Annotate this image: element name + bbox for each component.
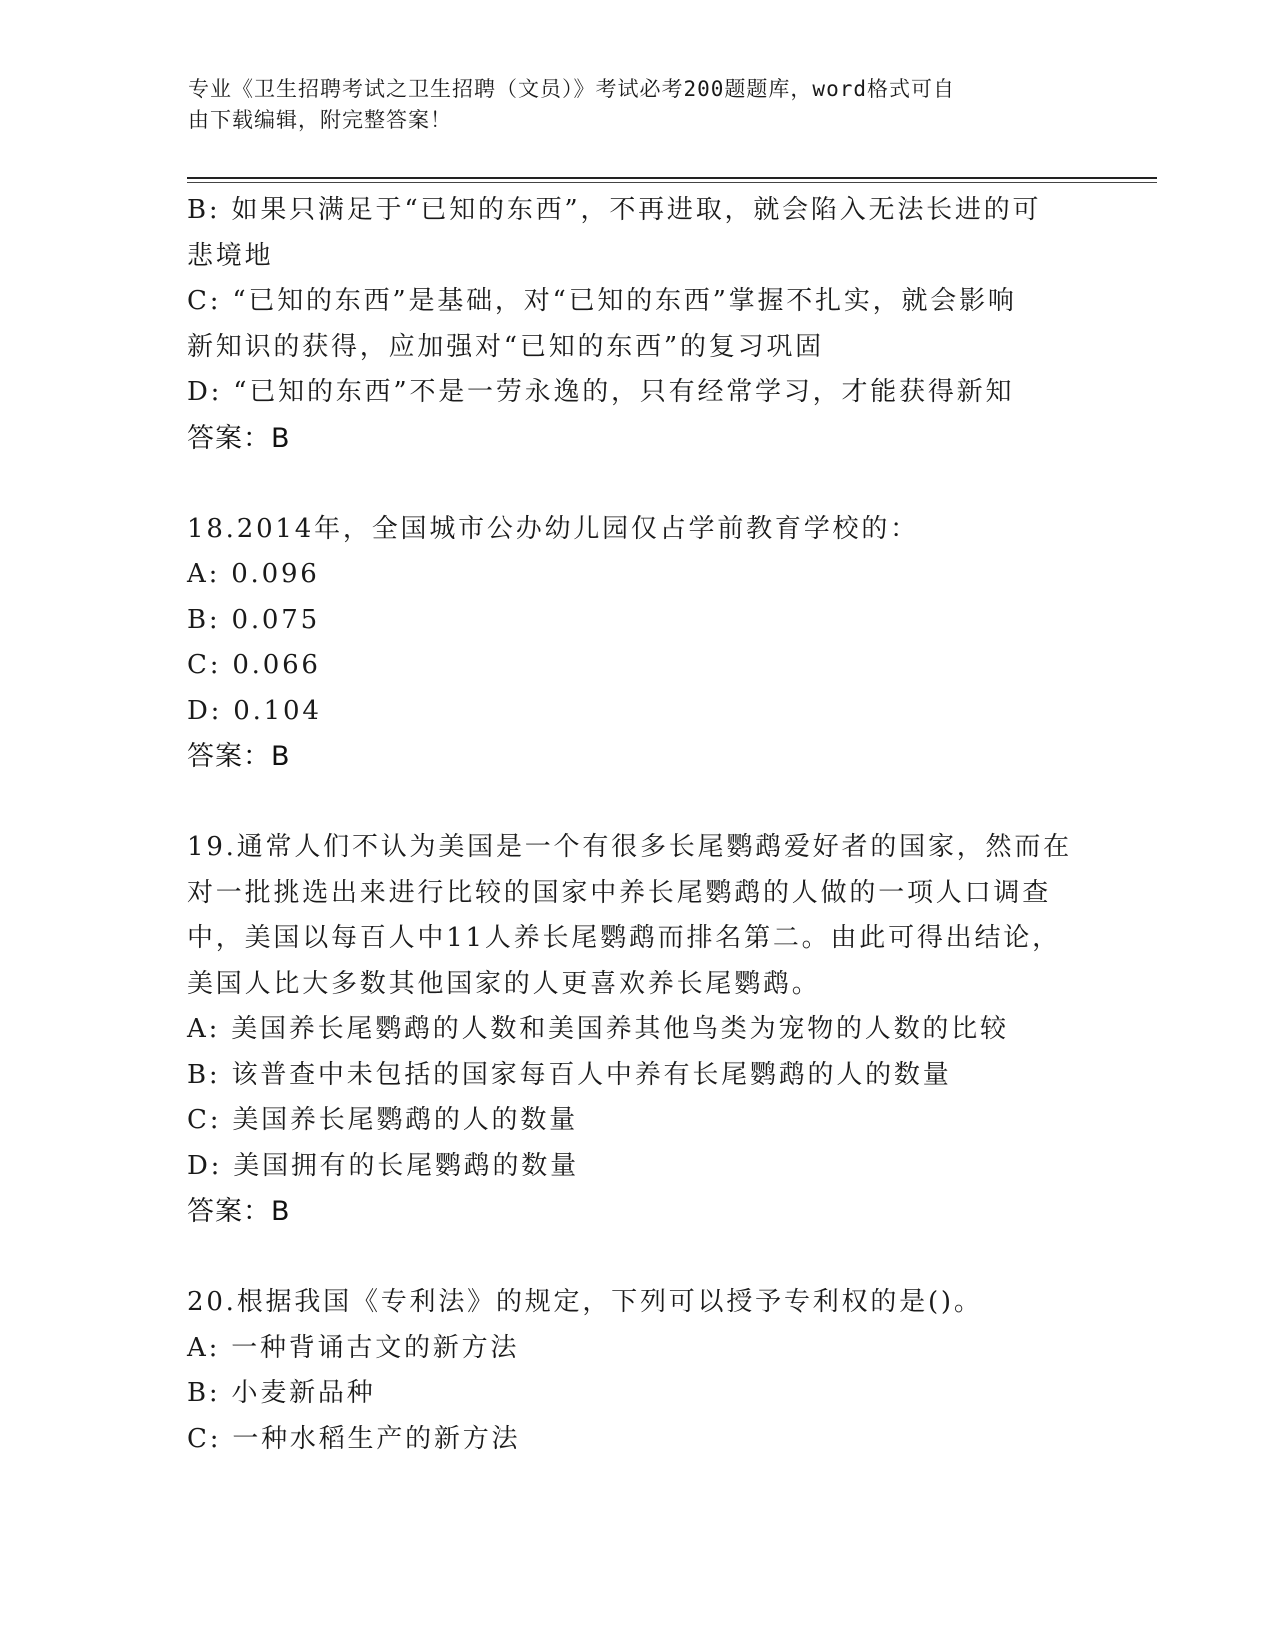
q19-option-b: B: 该普查中未包括的国家每百人中养有长尾鹦鹉的人的数量 [187, 1059, 952, 1090]
question-18 [187, 507, 1087, 780]
q17-option-b-line-1: B: 如果只满足于“已知的东西”，不再进取，就会陷入无法长进的可 [187, 195, 1042, 225]
q19-answer: 答案：B [187, 1196, 291, 1227]
q17-option-b-line-2: 悲境地 [187, 240, 274, 271]
header-rule-thin [187, 182, 1157, 183]
q20-option-c: C: 一种水稻生产的新方法 [187, 1423, 521, 1454]
q20-option-b: B: 小麦新品种 [187, 1378, 376, 1408]
spacer [187, 461, 1087, 507]
header-rule-thick [187, 177, 1157, 179]
q18-option-a: A: 0.096 [187, 559, 320, 589]
header-line-2: 由下载编辑，附完整答案！ [188, 108, 452, 132]
question-17 [187, 188, 1087, 461]
question-20 [187, 1280, 1087, 1462]
document-body [187, 188, 1087, 1462]
q18-option-c: C: 0.066 [187, 650, 321, 680]
question-19 [187, 825, 1087, 1235]
q17-answer: 答案：B [187, 422, 291, 454]
q19-option-c: C: 美国养长尾鹦鹉的人的数量 [187, 1105, 578, 1135]
q18-answer: 答案：B [187, 741, 291, 772]
q18-stem: 18.2014年，全国城市公办幼儿园仅占学前教育学校的： [187, 513, 919, 544]
q19-stem-line-1: 19.通常人们不认为美国是一个有很多长尾鹦鹉爱好者的国家，然而在 [187, 832, 1072, 862]
q20-stem: 20.根据我国《专利法》的规定，下列可以授予专利权的是()。 [187, 1287, 983, 1317]
q17-option-d: D: “已知的东西”不是一劳永逸的，只有经常学习，才能获得新知 [187, 377, 1015, 407]
q18-option-b: B: 0.075 [187, 604, 320, 635]
document-header [188, 74, 1088, 136]
header-line-1: 专业《卫生招聘考试之卫生招聘（文员）》考试必考200题题库，word格式可自 [188, 77, 955, 101]
q17-option-c-line-2: 新知识的获得，应加强对“已知的东西”的复习巩固 [187, 331, 824, 362]
q19-option-d: D: 美国拥有的长尾鹦鹉的数量 [187, 1150, 579, 1181]
q19-option-a: A: 美国养长尾鹦鹉的人数和美国养其他鸟类为宠物的人数的比较 [187, 1014, 1009, 1044]
q19-stem-line-2: 对一批挑选出来进行比较的国家中养长尾鹦鹉的人做的一项人口调查 [187, 877, 1052, 908]
spacer [187, 780, 1087, 826]
q20-option-a: A: 一种背诵古文的新方法 [187, 1332, 520, 1363]
spacer [187, 1235, 1087, 1281]
q17-option-c-line-1: C: “已知的东西”是基础，对“已知的东西”掌握不扎实，就会影响 [187, 286, 1017, 316]
q19-stem-line-4: 美国人比大多数其他国家的人更喜欢养长尾鹦鹉。 [187, 968, 821, 999]
q19-stem-line-3: 中，美国以每百人中11人养长尾鹦鹉而排名第二。由此可得出结论， [187, 923, 1061, 953]
q18-option-d: D: 0.104 [187, 695, 322, 726]
